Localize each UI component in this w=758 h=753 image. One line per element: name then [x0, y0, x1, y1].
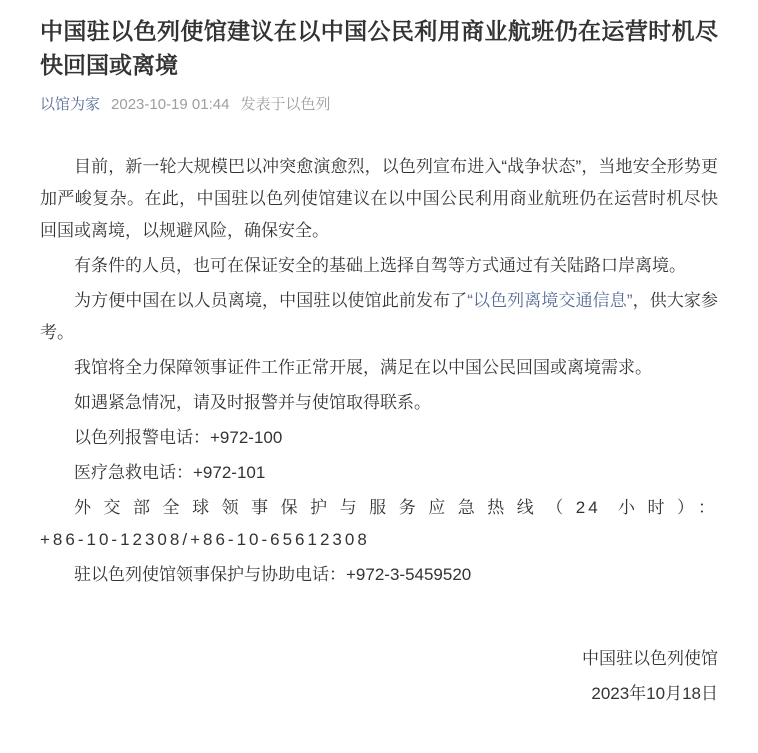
article-title: 中国驻以色列使馆建议在以中国公民利用商业航班仍在运营时机尽快回国或离境: [40, 18, 718, 78]
article-body: [40, 151, 718, 710]
hotline-label: 外交部全球领事保护与服务应急热线（24 小时）：: [74, 498, 718, 517]
paragraph-emergency-advice: 如遇紧急情况，请及时报警并与使馆取得联系。: [74, 393, 431, 412]
paragraph-land-crossing: 有条件的人员，也可在保证安全的基础上选择自驾等方式通过有关陆路口岸离境。: [74, 256, 686, 275]
paragraph-consular-services: 我馆将全力保障领事证件工作正常开展，满足在以中国公民回国或离境需求。: [74, 358, 652, 377]
paragraph-medical-phone: 医疗急救电话：+972-101: [74, 463, 266, 482]
article-meta: [40, 95, 718, 115]
paragraph-embassy-phone: 驻以色列使馆领事保护与协助电话：+972-3-5459520: [74, 565, 472, 584]
publish-timestamp: 2023-10-19 01:44: [111, 96, 230, 113]
paragraph-text-before-link: 为方便中国在以人员离境，中国驻以使馆此前发布了: [74, 291, 468, 310]
paragraph-mfa-hotline: [40, 492, 718, 556]
paragraph-situation: 目前，新一轮大规模巴以冲突愈演愈烈，以色列宣布进入“战争状态”，当地安全形势更加严峻复杂。在此，中国驻以色列使馆建议在以中国公民利用商业航班仍在运营时机尽快回国或离境，以规避风险，确保安全。: [40, 157, 718, 240]
publish-location: 发表于以色列: [240, 96, 331, 113]
signature-date: 2023年10月18日: [591, 684, 718, 703]
paragraph-with-link: [40, 285, 718, 349]
signature-block: [40, 643, 718, 710]
hotline-numbers: +86-10-12308/+86-10-65612308: [40, 530, 370, 549]
departure-traffic-info-link[interactable]: “以色列离境交通信息”: [467, 291, 633, 310]
account-name-link[interactable]: 以馆为家: [40, 96, 101, 113]
paragraph-police-phone: 以色列报警电话：+972-100: [74, 428, 283, 447]
paragraph-text-after-link: ，供大家参考。: [40, 291, 719, 342]
signature: 中国驻以色列使馆: [582, 649, 718, 668]
